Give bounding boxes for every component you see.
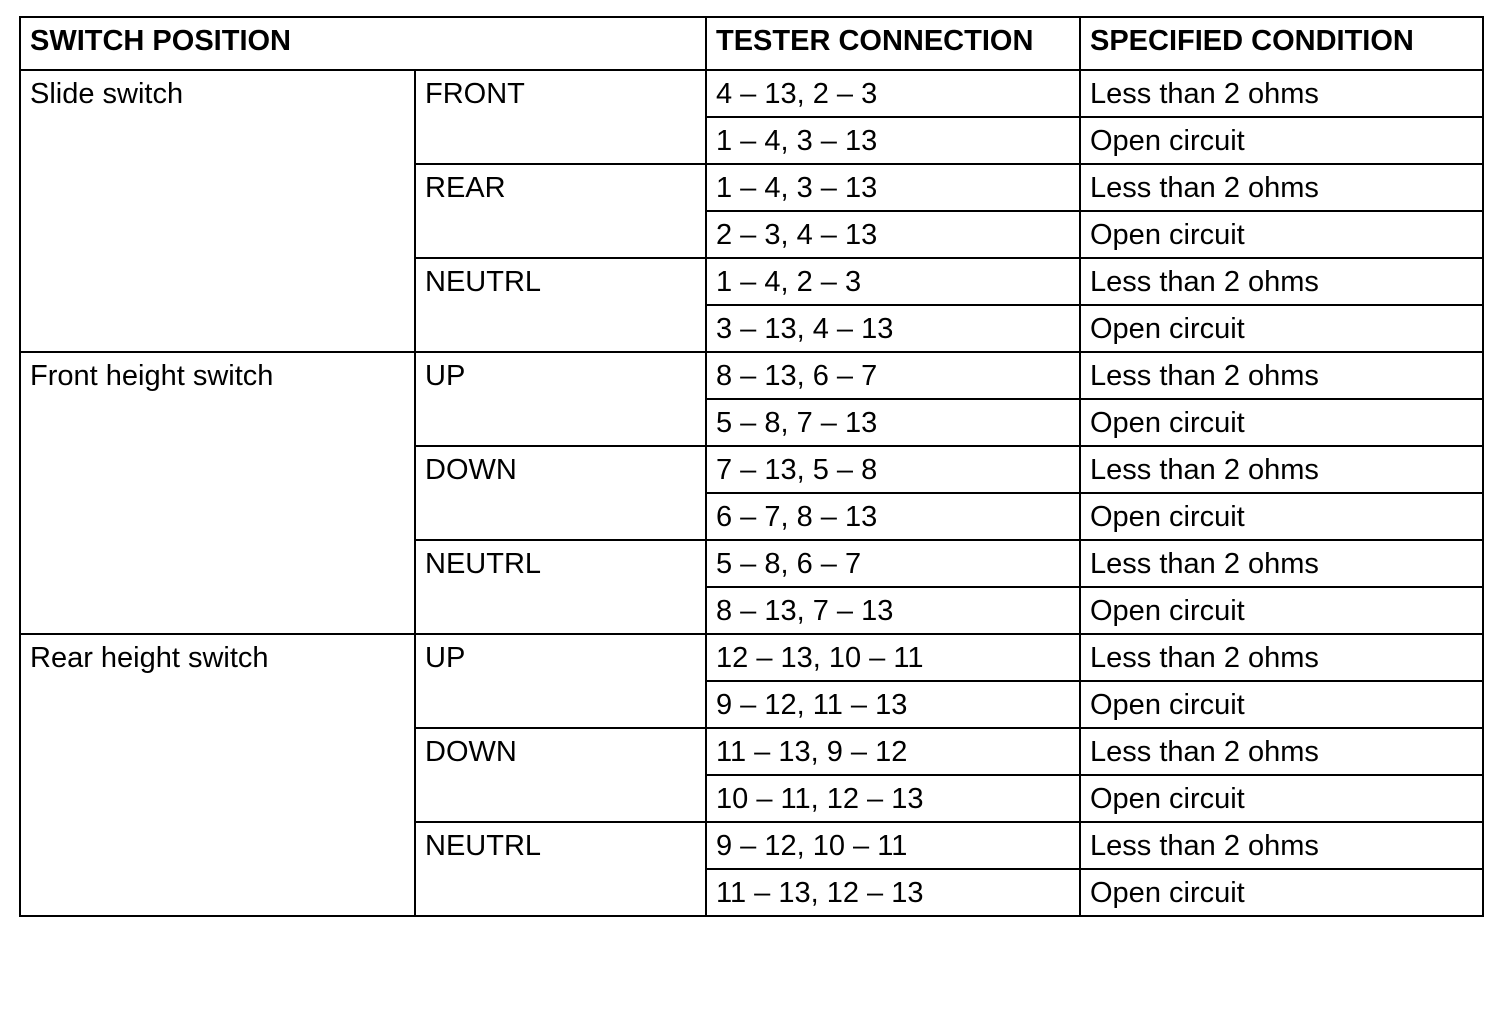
switch-position-label: UP [415,634,706,728]
tester-connection-cell: 3 – 13, 4 – 13 [706,305,1080,352]
specified-condition-cell: Open circuit [1080,587,1483,634]
header-switch-position: SWITCH POSITION [20,17,706,70]
specified-condition-cell: Less than 2 ohms [1080,70,1483,117]
tester-connection-cell: 12 – 13, 10 – 11 [706,634,1080,681]
tester-connection-cell: 2 – 3, 4 – 13 [706,211,1080,258]
switch-group-name: Rear height switch [20,634,415,916]
tester-connection-cell: 8 – 13, 7 – 13 [706,587,1080,634]
switch-position-label: DOWN [415,446,706,540]
tester-connection-cell: 1 – 4, 2 – 3 [706,258,1080,305]
switch-position-label: NEUTRL [415,540,706,634]
tester-connection-cell: 1 – 4, 3 – 13 [706,117,1080,164]
switch-inspection-table [19,16,1484,917]
header-tester-connection: TESTER CONNECTION [706,17,1080,70]
tester-connection-cell: 5 – 8, 6 – 7 [706,540,1080,587]
tester-connection-cell: 8 – 13, 6 – 7 [706,352,1080,399]
specified-condition-cell: Open circuit [1080,211,1483,258]
switch-group-name: Slide switch [20,70,415,352]
tester-connection-cell: 9 – 12, 11 – 13 [706,681,1080,728]
tester-connection-cell: 5 – 8, 7 – 13 [706,399,1080,446]
specified-condition-cell: Open circuit [1080,869,1483,916]
table-row [20,70,1483,117]
specified-condition-cell: Less than 2 ohms [1080,352,1483,399]
tester-connection-cell: 11 – 13, 9 – 12 [706,728,1080,775]
table-body [20,70,1483,916]
specified-condition-cell: Less than 2 ohms [1080,446,1483,493]
tester-connection-cell: 9 – 12, 10 – 11 [706,822,1080,869]
specified-condition-cell: Less than 2 ohms [1080,540,1483,587]
specified-condition-cell: Less than 2 ohms [1080,822,1483,869]
switch-position-label: DOWN [415,728,706,822]
specified-condition-cell: Open circuit [1080,493,1483,540]
specified-condition-cell: Open circuit [1080,305,1483,352]
specified-condition-cell: Less than 2 ohms [1080,634,1483,681]
table-row [20,352,1483,399]
specified-condition-cell: Open circuit [1080,117,1483,164]
tester-connection-cell: 4 – 13, 2 – 3 [706,70,1080,117]
switch-group-name: Front height switch [20,352,415,634]
specified-condition-cell: Less than 2 ohms [1080,728,1483,775]
tester-connection-cell: 11 – 13, 12 – 13 [706,869,1080,916]
tester-connection-cell: 7 – 13, 5 – 8 [706,446,1080,493]
header-specified-condition: SPECIFIED CONDITION [1080,17,1483,70]
tester-connection-cell: 10 – 11, 12 – 13 [706,775,1080,822]
table-row [20,634,1483,681]
tester-connection-cell: 6 – 7, 8 – 13 [706,493,1080,540]
specified-condition-cell: Open circuit [1080,681,1483,728]
header-row [20,17,1483,70]
specified-condition-cell: Open circuit [1080,775,1483,822]
specified-condition-cell: Less than 2 ohms [1080,164,1483,211]
switch-position-label: NEUTRL [415,258,706,352]
tester-connection-cell: 1 – 4, 3 – 13 [706,164,1080,211]
switch-position-label: REAR [415,164,706,258]
switch-position-label: FRONT [415,70,706,164]
switch-position-label: NEUTRL [415,822,706,916]
specified-condition-cell: Open circuit [1080,399,1483,446]
specified-condition-cell: Less than 2 ohms [1080,258,1483,305]
switch-position-label: UP [415,352,706,446]
